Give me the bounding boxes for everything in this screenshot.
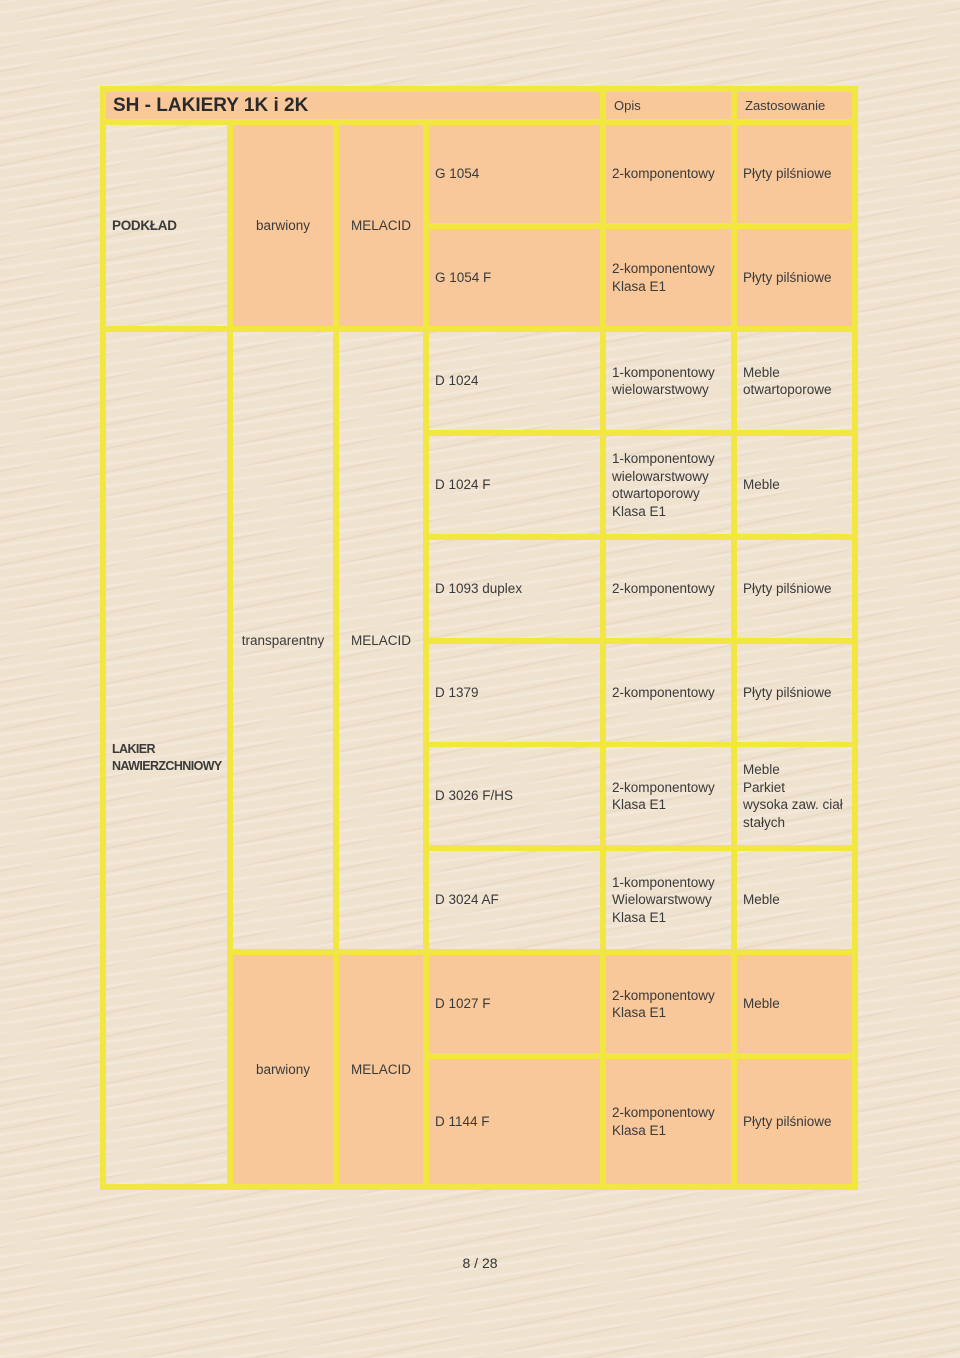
product-code-cell: D 1093 duplex <box>426 537 603 641</box>
product-use-cell <box>734 641 855 745</box>
product-use-cell <box>734 1056 855 1187</box>
product-desc-line: Klasa E1 <box>612 1005 667 1020</box>
product-desc-line: 2-komponentowy <box>612 685 715 701</box>
product-desc-line: otwartoporowy <box>612 486 700 501</box>
product-desc-line: 2-komponentowy <box>612 1105 715 1120</box>
product-code-cell: D 1144 F <box>426 1056 603 1187</box>
product-desc-line: 2-komponentowy <box>612 581 715 597</box>
product-desc-line: Klasa E1 <box>612 909 667 925</box>
product-desc-line: 1-komponentowy <box>612 451 715 466</box>
brand-melacid: MELACID <box>336 952 426 1187</box>
product-desc-line: wielowarstwowy <box>612 468 709 484</box>
product-use-cell <box>734 329 855 433</box>
product-desc-cell <box>603 641 734 745</box>
product-desc-cell <box>603 122 734 226</box>
variant-barwiony: barwiony <box>230 952 336 1187</box>
header-zastosowanie: Zastosowanie <box>734 89 855 122</box>
product-use-line: Meble <box>743 364 780 380</box>
product-use-cell <box>734 848 855 952</box>
group-podklad: PODKŁAD <box>103 122 230 329</box>
product-use-cell <box>734 744 855 848</box>
product-use-line: Płyty pilśniowe <box>743 269 832 285</box>
brand-melacid: MELACID <box>336 122 426 329</box>
product-use-line: Meble <box>743 996 780 1012</box>
product-desc-line: Klasa E1 <box>612 1122 667 1138</box>
product-use-line: Płyty pilśniowe <box>743 1113 832 1129</box>
product-desc-line: 2-komponentowy <box>612 779 715 795</box>
product-desc-cell <box>603 848 734 952</box>
product-desc-line: wielowarstwowy <box>612 382 709 397</box>
product-desc-cell <box>603 329 734 433</box>
product-desc-cell <box>603 433 734 537</box>
product-use-line: Meble <box>743 892 780 908</box>
product-code-cell: D 3026 F/HS <box>426 744 603 848</box>
product-code-cell: D 1024 F <box>426 433 603 537</box>
group-lakier-nawierzchniowy <box>103 329 230 1187</box>
header-opis: Opis <box>603 89 734 122</box>
product-desc-line: 1-komponentowy <box>612 364 715 380</box>
product-code-cell: D 1027 F <box>426 952 603 1056</box>
product-use-line: otwartoporowe <box>743 382 832 397</box>
group-lakier-line2: NAWIERZCHNIOWY <box>112 759 222 773</box>
product-desc-cell <box>603 226 734 329</box>
product-desc-cell <box>603 1056 734 1187</box>
product-code-cell: D 1379 <box>426 641 603 745</box>
product-desc-line: Wielowarstwowy <box>612 892 712 908</box>
product-desc-line: 2-komponentowy <box>612 261 715 276</box>
product-use-line: wysoka zaw. ciał <box>743 797 843 812</box>
product-use-line: Płyty pilśniowe <box>743 581 832 597</box>
product-code-cell: D 3024 AF <box>426 848 603 952</box>
product-desc-line: 2-komponentowy <box>612 166 715 182</box>
group-lakier-line1: LAKIER <box>112 742 155 756</box>
product-desc-cell <box>603 537 734 641</box>
product-use-line: Płyty pilśniowe <box>743 166 832 182</box>
product-desc-cell <box>603 952 734 1056</box>
page-number: 8 / 28 <box>462 1255 498 1271</box>
product-desc-cell <box>603 744 734 848</box>
product-desc-line: Klasa E1 <box>612 503 667 519</box>
product-use-cell <box>734 122 855 226</box>
product-use-cell <box>734 952 855 1056</box>
product-use-line: Meble <box>743 762 780 777</box>
product-use-line: Parkiet <box>743 779 786 795</box>
variant-barwiony: barwiony <box>230 122 336 329</box>
product-desc-line: 1-komponentowy <box>612 874 715 890</box>
product-code-cell: G 1054 <box>426 122 603 226</box>
product-use-line: stałych <box>743 814 786 830</box>
product-use-cell <box>734 226 855 329</box>
page-title: SH - LAKIERY 1K i 2K <box>103 89 603 122</box>
product-use-line: Płyty pilśniowe <box>743 685 832 701</box>
product-code-cell: G 1054 F <box>426 226 603 329</box>
product-desc-line: 2-komponentowy <box>612 987 715 1003</box>
product-use-cell <box>734 433 855 537</box>
product-desc-line: Klasa E1 <box>612 278 667 294</box>
variant-transparentny: transparentny <box>230 329 336 952</box>
product-desc-line: Klasa E1 <box>612 797 667 812</box>
product-use-cell <box>734 537 855 641</box>
product-use-line: Meble <box>743 477 780 493</box>
brand-melacid: MELACID <box>336 329 426 952</box>
product-code-cell: D 1024 <box>426 329 603 433</box>
